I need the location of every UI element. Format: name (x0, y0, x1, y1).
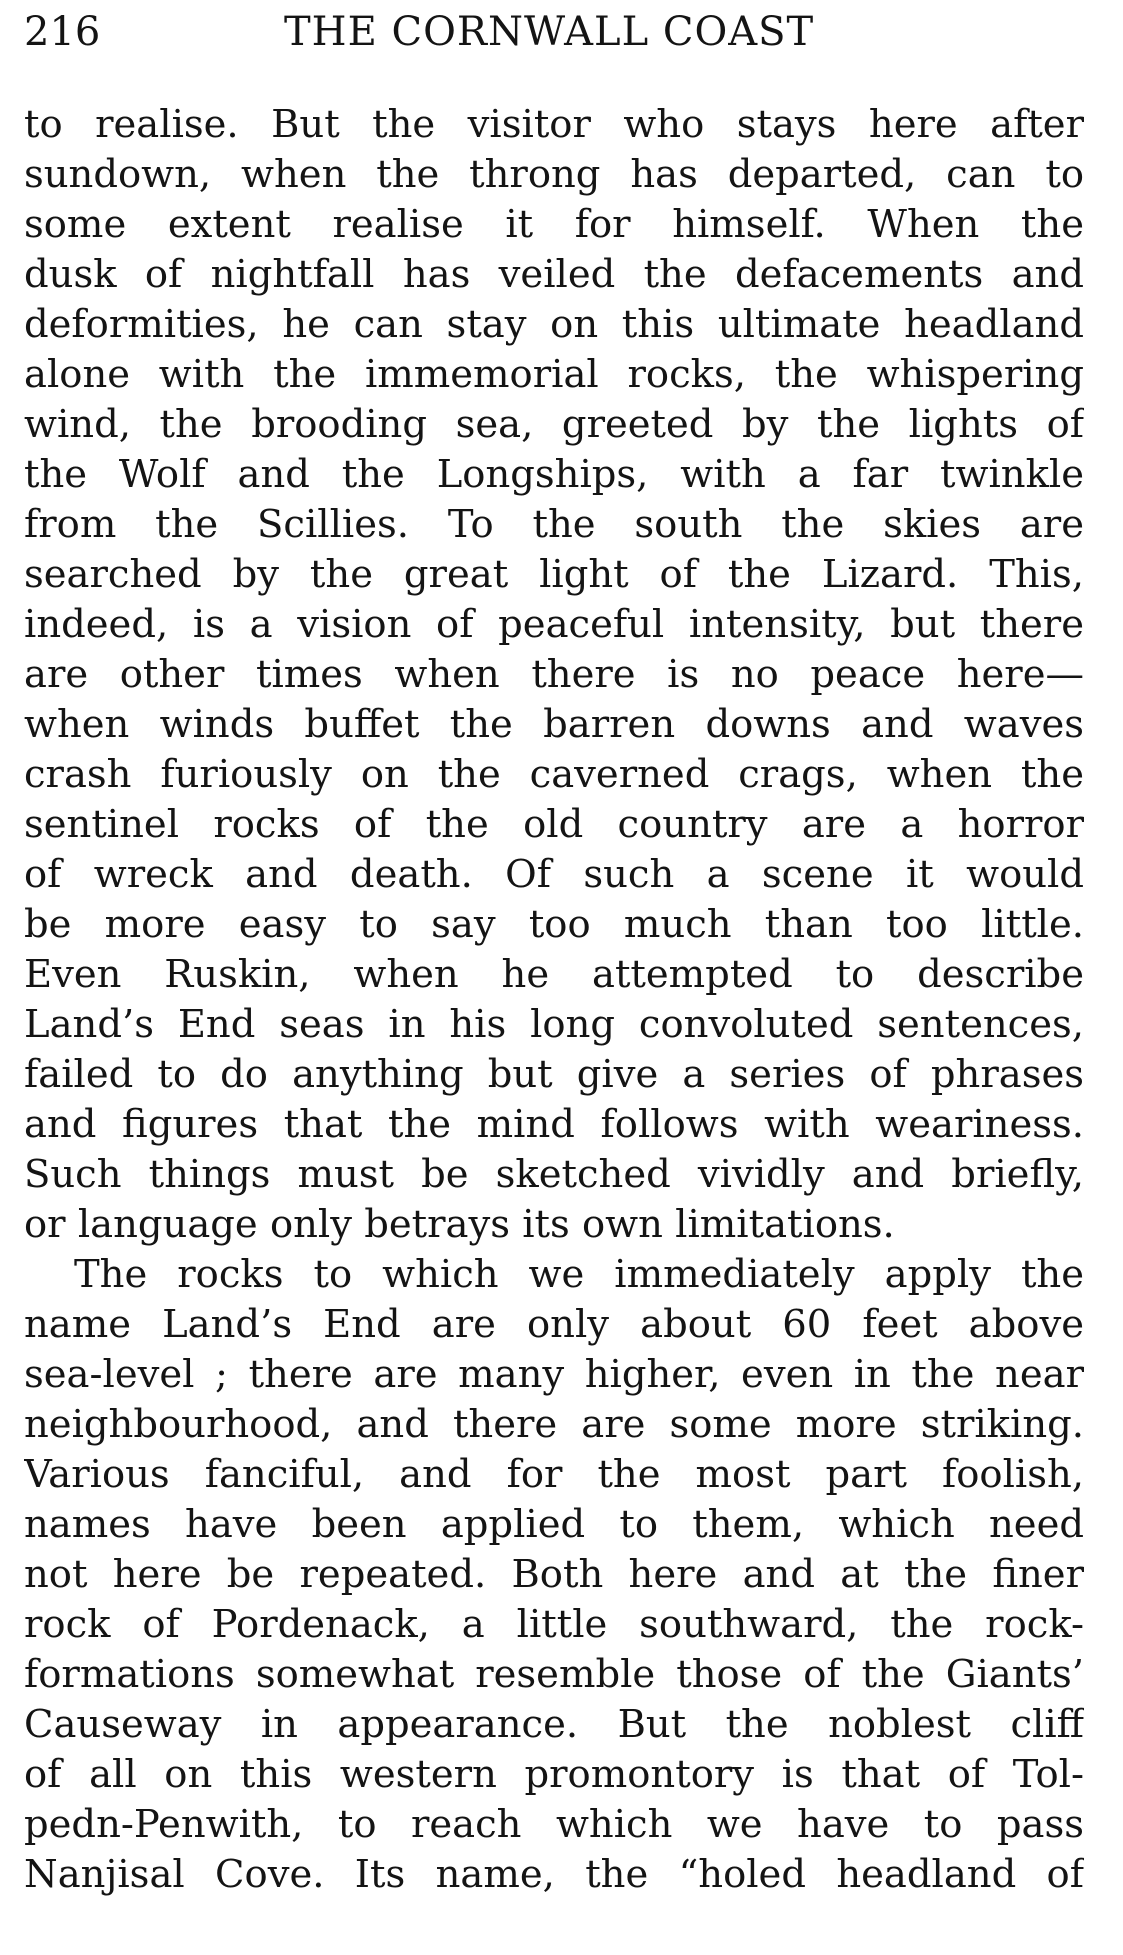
text-line: sea-level ; there are many higher, even in the near (24, 1352, 1084, 1397)
text-line: of all on this western promontory is that of Tol- (24, 1752, 1084, 1797)
text-line: failed to do anything but give a series of phrases (24, 1052, 1084, 1097)
text-line: of wreck and death. Of such a scene it would (24, 852, 1084, 897)
paragraph (24, 1250, 1084, 1900)
text-line: to realise. But the visitor who stays here after (24, 102, 1084, 147)
body-text (24, 100, 1084, 1900)
text-line: names have been applied to them, which need (24, 1502, 1084, 1547)
text-line: Land’s End seas in his long convoluted sentences, (24, 1002, 1084, 1047)
text-line: Various fanciful, and for the most part foolish, (24, 1452, 1084, 1497)
text-line: Even Ruskin, when he attempted to describe (24, 952, 1084, 997)
text-line: rock of Pordenack, a little southward, the rock- (24, 1602, 1084, 1647)
text-line: some extent realise it for himself. When the (24, 202, 1084, 247)
text-line: name Land’s End are only about 60 feet above (24, 1302, 1084, 1347)
text-line: wind, the brooding sea, greeted by the lights of (24, 402, 1084, 447)
text-line: Causeway in appearance. But the noblest cliff (24, 1702, 1084, 1747)
page-header (24, 4, 1084, 64)
text-line: not here be repeated. Both here and at the finer (24, 1552, 1084, 1597)
text-line: Such things must be sketched vividly and briefly, (24, 1152, 1084, 1197)
text-line: neighbourhood, and there are some more striking. (24, 1402, 1084, 1447)
text-line: the Wolf and the Longships, with a far twinkle (24, 452, 1084, 497)
text-line: indeed, is a vision of peaceful intensity, but there (24, 602, 1084, 647)
text-line: or language only betrays its own limitations. (24, 1202, 895, 1247)
text-line: The rocks to which we immediately apply the (74, 1252, 1084, 1297)
text-line: deformities, he can stay on this ultimate headland (24, 302, 1084, 347)
paragraph (24, 100, 1084, 1250)
text-line: and figures that the mind follows with weariness. (24, 1102, 1084, 1147)
text-line: formations somewhat resemble those of the Giants’ (24, 1652, 1084, 1697)
text-line: be more easy to say too much than too little. (24, 902, 1084, 947)
text-line: searched by the great light of the Lizard. This, (24, 552, 1084, 597)
text-line: alone with the immemorial rocks, the whispering (24, 352, 1084, 397)
text-line: are other times when there is no peace here— (24, 652, 1084, 697)
text-line: from the Scillies. To the south the skies are (24, 502, 1084, 547)
running-title: THE CORNWALL COAST (284, 9, 815, 55)
page-number: 216 (24, 9, 101, 55)
text-line: sentinel rocks of the old country are a horror (24, 802, 1084, 847)
text-line: Nanjisal Cove. Its name, the “holed headland of (24, 1852, 1084, 1897)
text-line: pedn-Penwith, to reach which we have to pass (24, 1802, 1084, 1847)
text-line: sundown, when the throng has departed, can to (24, 152, 1084, 197)
text-line: when winds buffet the barren downs and waves (24, 702, 1084, 747)
text-line: dusk of nightfall has veiled the defacements and (24, 252, 1084, 297)
text-line: crash furiously on the caverned crags, when the (24, 752, 1084, 797)
